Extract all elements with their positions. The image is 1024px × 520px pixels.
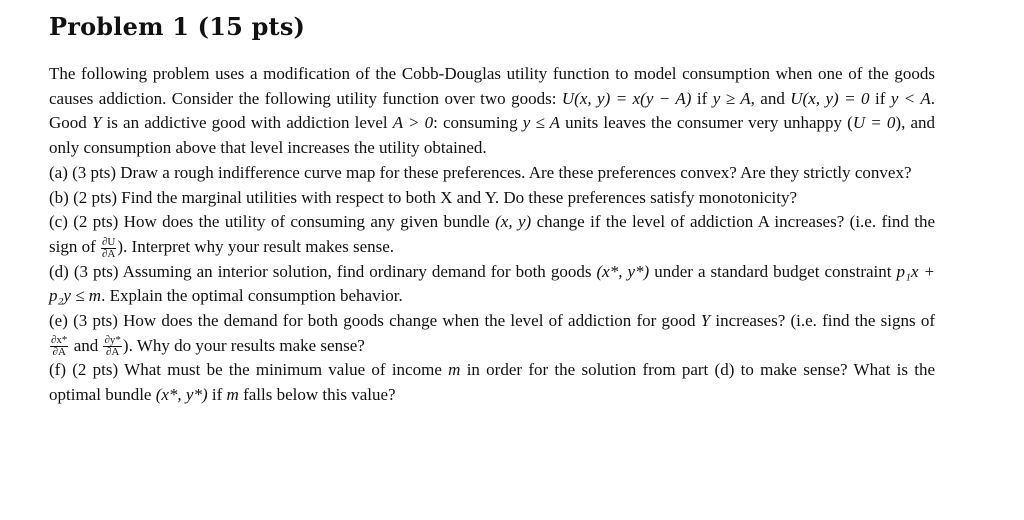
part-d bbox=[49, 260, 935, 309]
fraction-numerator: ∂x* bbox=[51, 334, 68, 347]
intro-text: : consuming bbox=[433, 113, 523, 133]
intro-math: Y bbox=[91, 113, 102, 133]
part-e-text: and bbox=[69, 335, 103, 355]
part-a bbox=[49, 161, 935, 186]
intro-math: U = 0 bbox=[852, 113, 896, 133]
intro-text: , and bbox=[750, 88, 791, 108]
fraction-numerator: ∂U bbox=[102, 235, 116, 248]
part-e-text: (e) (3 pts) How does the demand for both goods change when the level of addiction for good bbox=[49, 311, 701, 331]
part-f-text: in order for the solution from part (d) to make sense? What is the optimal bundle bbox=[49, 360, 935, 405]
partial-u-a-fraction bbox=[101, 237, 116, 260]
fraction-numerator: ∂y* bbox=[104, 334, 121, 347]
intro-math: U(x, y) = x(y − A) bbox=[561, 88, 692, 108]
part-c bbox=[49, 210, 935, 259]
problem-body bbox=[49, 62, 935, 408]
intro-text: The following problem uses a modification of the Cobb-Douglas utility function to model consumption when one of the goods causes addiction. Consider the following utility function over two goods: bbox=[49, 64, 935, 108]
partial-y-a-fraction bbox=[103, 335, 121, 358]
part-b-text: (b) (2 pts) Find the marginal utilities with respect to both X and Y. Do these preferences satisfy monotonicity? bbox=[49, 187, 797, 207]
part-f-text: falls below this value? bbox=[238, 385, 396, 405]
fraction-denominator: ∂A bbox=[106, 346, 120, 359]
partial-x-a-fraction bbox=[50, 335, 68, 358]
intro-math: A > 0 bbox=[392, 113, 434, 133]
intro-text: . Good bbox=[49, 88, 936, 133]
part-c-math: (x, y) bbox=[495, 212, 532, 232]
fraction-denominator: ∂A bbox=[52, 346, 66, 359]
intro-text: is an addictive good with addiction level bbox=[101, 113, 393, 133]
part-a-text: (a) (3 pts) Draw a rough indifference curve map for these preferences. Are these preferences convex? Are they strictly convex? bbox=[49, 162, 912, 182]
intro-text: if bbox=[869, 88, 891, 108]
part-c-text: ). Interpret why your result makes sense. bbox=[117, 236, 395, 256]
part-f-math: (x*, y*) bbox=[155, 385, 208, 405]
intro-text: ), and only consumption above that level increases the utility obtained. bbox=[49, 113, 936, 158]
part-e-text: increases? (i.e. find the signs of bbox=[710, 311, 935, 331]
part-f-text: (f) (2 pts) What must be the minimum value of income bbox=[49, 360, 449, 380]
problem-title: Problem 1 (15 pts) bbox=[49, 12, 306, 41]
fraction-denominator: ∂A bbox=[102, 247, 116, 260]
part-f-text: if bbox=[207, 385, 227, 405]
intro-math: y ≤ A bbox=[522, 113, 561, 133]
part-d-text: under a standard budget constraint bbox=[649, 261, 897, 281]
intro-paragraph bbox=[49, 62, 935, 161]
part-b bbox=[49, 186, 935, 211]
part-c-text: (c) (2 pts) How does the utility of consuming any given bundle bbox=[49, 212, 496, 232]
part-d-text: . Explain the optimal consumption behavior. bbox=[101, 286, 403, 306]
part-d-math: p₁x + p₂y ≤ m bbox=[49, 261, 935, 306]
part-f bbox=[49, 358, 935, 407]
intro-text: units leaves the consumer very unhappy ( bbox=[560, 113, 853, 133]
part-d-math: (x*, y*) bbox=[596, 261, 650, 281]
part-e-text: ). Why do your results make sense? bbox=[122, 335, 365, 355]
intro-math: y < A bbox=[890, 88, 931, 108]
part-c-text: change if the level of addiction A increases? (i.e. find the sign of bbox=[49, 212, 936, 256]
part-d-text: (d) (3 pts) Assuming an interior solution, find ordinary demand for both goods bbox=[49, 261, 597, 281]
part-f-math: m bbox=[226, 385, 239, 405]
intro-math: y ≥ A bbox=[712, 88, 751, 108]
part-f-math: m bbox=[448, 360, 461, 380]
intro-text: if bbox=[691, 88, 713, 108]
part-e-math: Y bbox=[700, 311, 711, 331]
intro-math: U(x, y) = 0 bbox=[790, 88, 870, 108]
part-e bbox=[49, 309, 935, 358]
